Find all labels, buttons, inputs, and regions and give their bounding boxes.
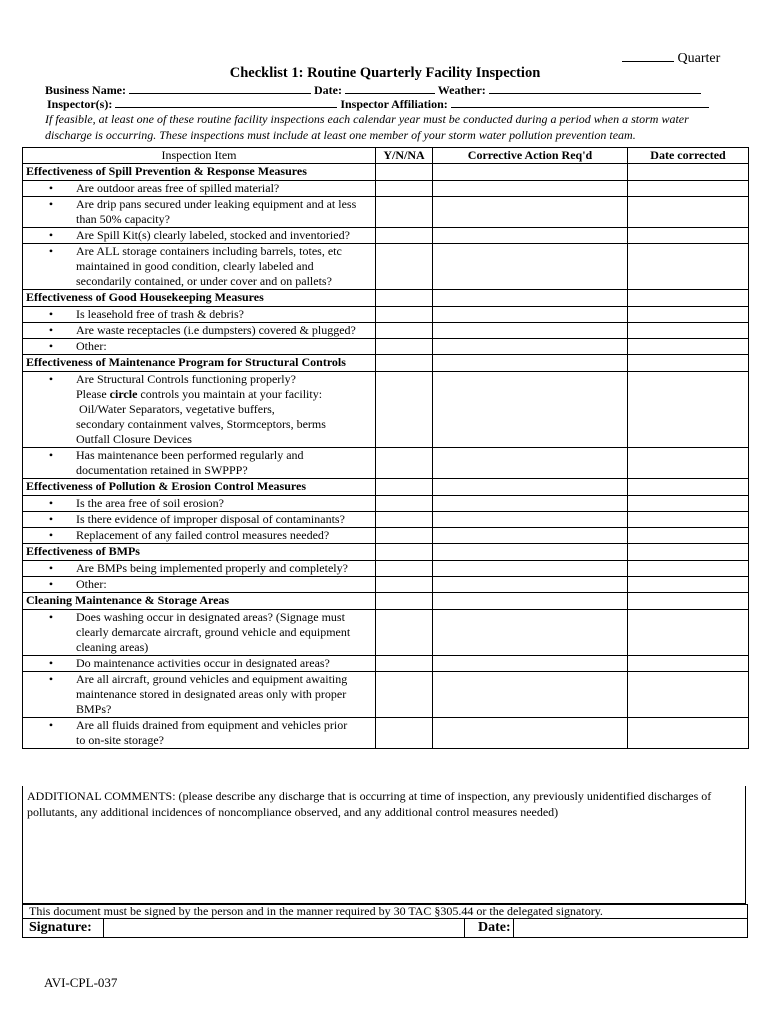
inspection-item [23,307,376,323]
item-line: Are Structural Controls functioning properly? [76,372,296,386]
inspection-item-text [76,528,372,543]
yn-cell[interactable] [376,496,433,512]
item-line: maintenance stored in designated areas only with proper [76,687,347,701]
bullet-icon: • [48,323,54,337]
bullet-icon: • [48,372,54,386]
section-blank-cell [433,290,628,307]
inspection-item-text [76,672,372,717]
bullet-icon: • [48,672,54,686]
section-header-row [23,290,749,307]
inspection-item [23,181,376,197]
corrective-action-cell[interactable] [433,323,628,339]
date-corrected-cell[interactable] [628,448,749,479]
date-corrected-cell[interactable] [628,244,749,290]
section-title: Cleaning Maintenance & Storage Areas [23,593,376,610]
item-line: Are outdoor areas free of spilled material? [76,181,280,195]
item-line: Are Spill Kit(s) clearly labeled, stocked and inventoried? [76,228,350,242]
item-line: BMPs? [76,702,112,716]
signature-row [22,918,748,938]
item-line: documentation retained in SWPPP? [76,463,248,477]
form-code: AVI-CPL-037 [44,975,118,990]
signature-label: Signature: [29,920,92,935]
inspection-table [22,147,749,749]
section-blank-cell [376,164,433,181]
yn-cell[interactable] [376,307,433,323]
inspection-item [23,197,376,228]
table-row [23,307,749,323]
yn-cell[interactable] [376,244,433,290]
corrective-action-cell[interactable] [433,656,628,672]
table-row [23,228,749,244]
section-blank-cell [628,290,749,307]
table-row [23,561,749,577]
corrective-action-cell[interactable] [433,307,628,323]
inspector-affiliation-label: Inspector Affiliation: [340,97,448,111]
section-blank-cell [376,290,433,307]
bullet-icon: • [48,244,54,258]
item-line: Other: [76,577,107,591]
corrective-action-cell[interactable] [433,339,628,355]
table-row [23,672,749,718]
corrective-action-cell[interactable] [433,512,628,528]
inspection-item-text [76,610,372,655]
bullet-icon: • [48,561,54,575]
section-header-row [23,479,749,496]
inspection-item [23,528,376,544]
additional-comments-box[interactable] [22,786,746,904]
yn-cell[interactable] [376,656,433,672]
section-title: Effectiveness of Spill Prevention & Response Measures [23,164,376,181]
weather-field[interactable] [489,83,701,94]
item-line: Is leasehold free of trash & debris? [76,307,244,321]
section-blank-cell [433,479,628,496]
inspection-item [23,512,376,528]
yn-cell[interactable] [376,448,433,479]
business-name-field[interactable] [129,83,311,94]
date-corrected-cell[interactable] [628,181,749,197]
bullet-icon: • [48,448,54,462]
inspection-item-text [76,181,372,196]
date-corrected-cell[interactable] [628,561,749,577]
item-line: Are waste receptacles (i.e dumpsters) covered & plugged? [76,323,356,337]
additional-comments-text: ADDITIONAL COMMENTS: (please describe any discharge that is occurring at time of inspection, any previously unidentified discharges of pollutants, any additional incidences of noncompliance observed, and any additional control measures needed) [27,789,712,819]
table-row [23,323,749,339]
corrective-action-cell[interactable] [433,228,628,244]
date-label: Date: [314,83,342,97]
corrective-action-cell[interactable] [433,197,628,228]
section-header-row [23,164,749,181]
inspection-item [23,672,376,718]
table-row [23,656,749,672]
section-blank-cell [628,164,749,181]
quarter-label: Quarter [677,51,721,66]
section-blank-cell [376,593,433,610]
section-blank-cell [433,164,628,181]
date-field[interactable] [345,83,435,94]
signature-field[interactable] [103,919,465,937]
corrective-action-cell[interactable] [433,672,628,718]
section-title: Effectiveness of BMPs [23,544,376,561]
table-row [23,181,749,197]
item-line: Other: [76,339,107,353]
section-blank-cell [376,479,433,496]
date-corrected-cell[interactable] [628,372,749,448]
yn-cell[interactable] [376,339,433,355]
date-corrected-cell[interactable] [628,528,749,544]
inspection-item-text [76,228,372,243]
section-header-row [23,544,749,561]
section-title: Effectiveness of Maintenance Program for Structural Controls [23,355,376,372]
item-line: cleaning areas) [76,640,149,654]
yn-cell[interactable] [376,528,433,544]
item-line: Please circle controls you maintain at your facility: [76,387,323,401]
table-body [23,164,749,749]
section-title: Effectiveness of Good Housekeeping Measures [23,290,376,307]
bullet-icon: • [48,577,54,591]
item-line: Are ALL storage containers including barrels, totes, etc [76,244,342,258]
section-title: Effectiveness of Pollution & Erosion Control Measures [23,479,376,496]
item-line: secondary containment valves, Stormceptors, berms [76,417,326,431]
section-header-row [23,593,749,610]
corrective-action-cell[interactable] [433,448,628,479]
inspection-item-text [76,244,372,289]
quarter-blank[interactable] [622,48,674,62]
inspection-item-text [76,656,372,671]
date-corrected-cell[interactable] [628,718,749,749]
bullet-icon: • [48,656,54,670]
inspection-item [23,323,376,339]
bullet-icon: • [48,528,54,542]
inspection-item-text [76,448,372,478]
item-line: Are all fluids drained from equipment and vehicles prior [76,718,348,732]
date-signed-field[interactable] [513,919,748,937]
section-header-row [23,355,749,372]
item-line: Are BMPs being implemented properly and completely? [76,561,348,575]
item-line: Does washing occur in designated areas? (Signage must [76,610,345,624]
item-line: clearly demarcate aircraft, ground vehicle and equipment [76,625,351,639]
inspection-item-text [76,577,372,592]
section-blank-cell [628,479,749,496]
table-row [23,577,749,593]
section-blank-cell [628,544,749,561]
yn-cell[interactable] [376,577,433,593]
item-line: Are drip pans secured under leaking equipment and at less [76,197,357,211]
item-line: Oil/Water Separators, vegetative buffers, [76,402,275,416]
item-line: Has maintenance been performed regularly and [76,448,304,462]
inspection-item-text [76,197,372,227]
bullet-icon: • [48,307,54,321]
section-blank-cell [628,593,749,610]
inspection-item-text [76,561,372,576]
bullet-icon: • [48,512,54,526]
inspection-item [23,496,376,512]
inspection-item [23,228,376,244]
bullet-icon: • [48,496,54,510]
bullet-icon: • [48,339,54,353]
item-line: Is there evidence of improper disposal of contaminants? [76,512,345,526]
table-row [23,496,749,512]
item-line: Outfall Closure Devices [76,432,192,446]
corrective-action-cell[interactable] [433,244,628,290]
item-line: Are all aircraft, ground vehicles and equipment awaiting [76,672,348,686]
item-line: than 50% capacity? [76,212,170,226]
inspection-item [23,577,376,593]
date-corrected-cell[interactable] [628,656,749,672]
header-row-2 [47,97,709,112]
table-row [23,718,749,749]
date-corrected-cell[interactable] [628,610,749,656]
inspection-item [23,244,376,290]
table-row [23,448,749,479]
section-blank-cell [376,544,433,561]
column-header: Date corrected [628,148,749,164]
inspectors-label: Inspector(s): [47,97,113,111]
bullet-icon: • [48,181,54,195]
date-corrected-cell[interactable] [628,197,749,228]
date-corrected-cell[interactable] [628,228,749,244]
date-corrected-cell[interactable] [628,512,749,528]
table-header-row [23,148,749,164]
table-row [23,339,749,355]
yn-cell[interactable] [376,610,433,656]
inspection-item [23,339,376,355]
corrective-action-cell[interactable] [433,496,628,512]
inspection-item-text [76,512,372,527]
corrective-action-cell[interactable] [433,528,628,544]
inspection-item-text [76,323,372,338]
section-blank-cell [433,355,628,372]
inspection-item [23,448,376,479]
instruction-note: If feasible, at least one of these routine facility inspections each calendar year must be conducted during a period when a storm water discharge is occurring. These inspections must include at least one member of your storm water pollution prevention team. [45,112,689,142]
yn-cell[interactable] [376,323,433,339]
table-row [23,244,749,290]
signature-requirement-note: This document must be signed by the person and in the manner required by 30 TAC §305.44 or the delegated signatory. [22,904,748,919]
yn-cell[interactable] [376,181,433,197]
inspection-item-text [76,496,372,511]
yn-cell[interactable] [376,672,433,718]
yn-cell[interactable] [376,561,433,577]
business-name-label: Business Name: [45,83,127,97]
inspection-item [23,561,376,577]
inspector-affiliation-field[interactable] [451,97,709,108]
table-row [23,197,749,228]
corrective-action-cell[interactable] [433,577,628,593]
section-blank-cell [628,355,749,372]
yn-cell[interactable] [376,372,433,448]
column-header: Corrective Action Req'd [433,148,628,164]
table-row [23,610,749,656]
section-blank-cell [433,593,628,610]
page-title: Checklist 1: Routine Quarterly Facility Inspection [229,65,541,81]
date-corrected-cell[interactable] [628,307,749,323]
inspectors-field[interactable] [115,97,337,108]
inspection-item-text [76,339,372,354]
corrective-action-cell[interactable] [433,181,628,197]
bullet-icon: • [48,228,54,242]
table-row [23,528,749,544]
column-header: Inspection Item [23,148,376,164]
table-row [23,372,749,448]
inspection-item [23,656,376,672]
date-corrected-cell[interactable] [628,577,749,593]
yn-cell[interactable] [376,228,433,244]
inspection-item [23,372,376,448]
section-blank-cell [433,544,628,561]
inspection-item [23,718,376,749]
section-blank-cell [376,355,433,372]
item-line: Replacement of any failed control measures needed? [76,528,330,542]
corrective-action-cell[interactable] [433,372,628,448]
item-line: Is the area free of soil erosion? [76,496,224,510]
yn-cell[interactable] [376,512,433,528]
inspection-item-text [76,718,372,748]
item-line: maintained in good condition, clearly labeled and [76,259,314,273]
date-corrected-cell[interactable] [628,672,749,718]
item-line: secondarily contained, or under cover and on pallets? [76,274,332,288]
weather-label: Weather: [437,83,486,97]
yn-cell[interactable] [376,197,433,228]
inspection-item [23,610,376,656]
corrective-action-cell[interactable] [433,718,628,749]
bullet-icon: • [48,197,54,211]
inspection-item-text [76,307,372,322]
date-corrected-cell[interactable] [628,339,749,355]
item-line: to on-site storage? [76,733,164,747]
header-row-1 [45,83,701,98]
date-signed-label: Date: [478,920,511,935]
bullet-icon: • [48,610,54,624]
inspection-item-text [76,372,372,447]
column-header: Y/N/NA [376,148,433,164]
date-corrected-cell[interactable] [628,323,749,339]
table-row [23,512,749,528]
date-corrected-cell[interactable] [628,496,749,512]
corrective-action-cell[interactable] [433,610,628,656]
yn-cell[interactable] [376,718,433,749]
bullet-icon: • [48,718,54,732]
corrective-action-cell[interactable] [433,561,628,577]
item-line: Do maintenance activities occur in designated areas? [76,656,330,670]
